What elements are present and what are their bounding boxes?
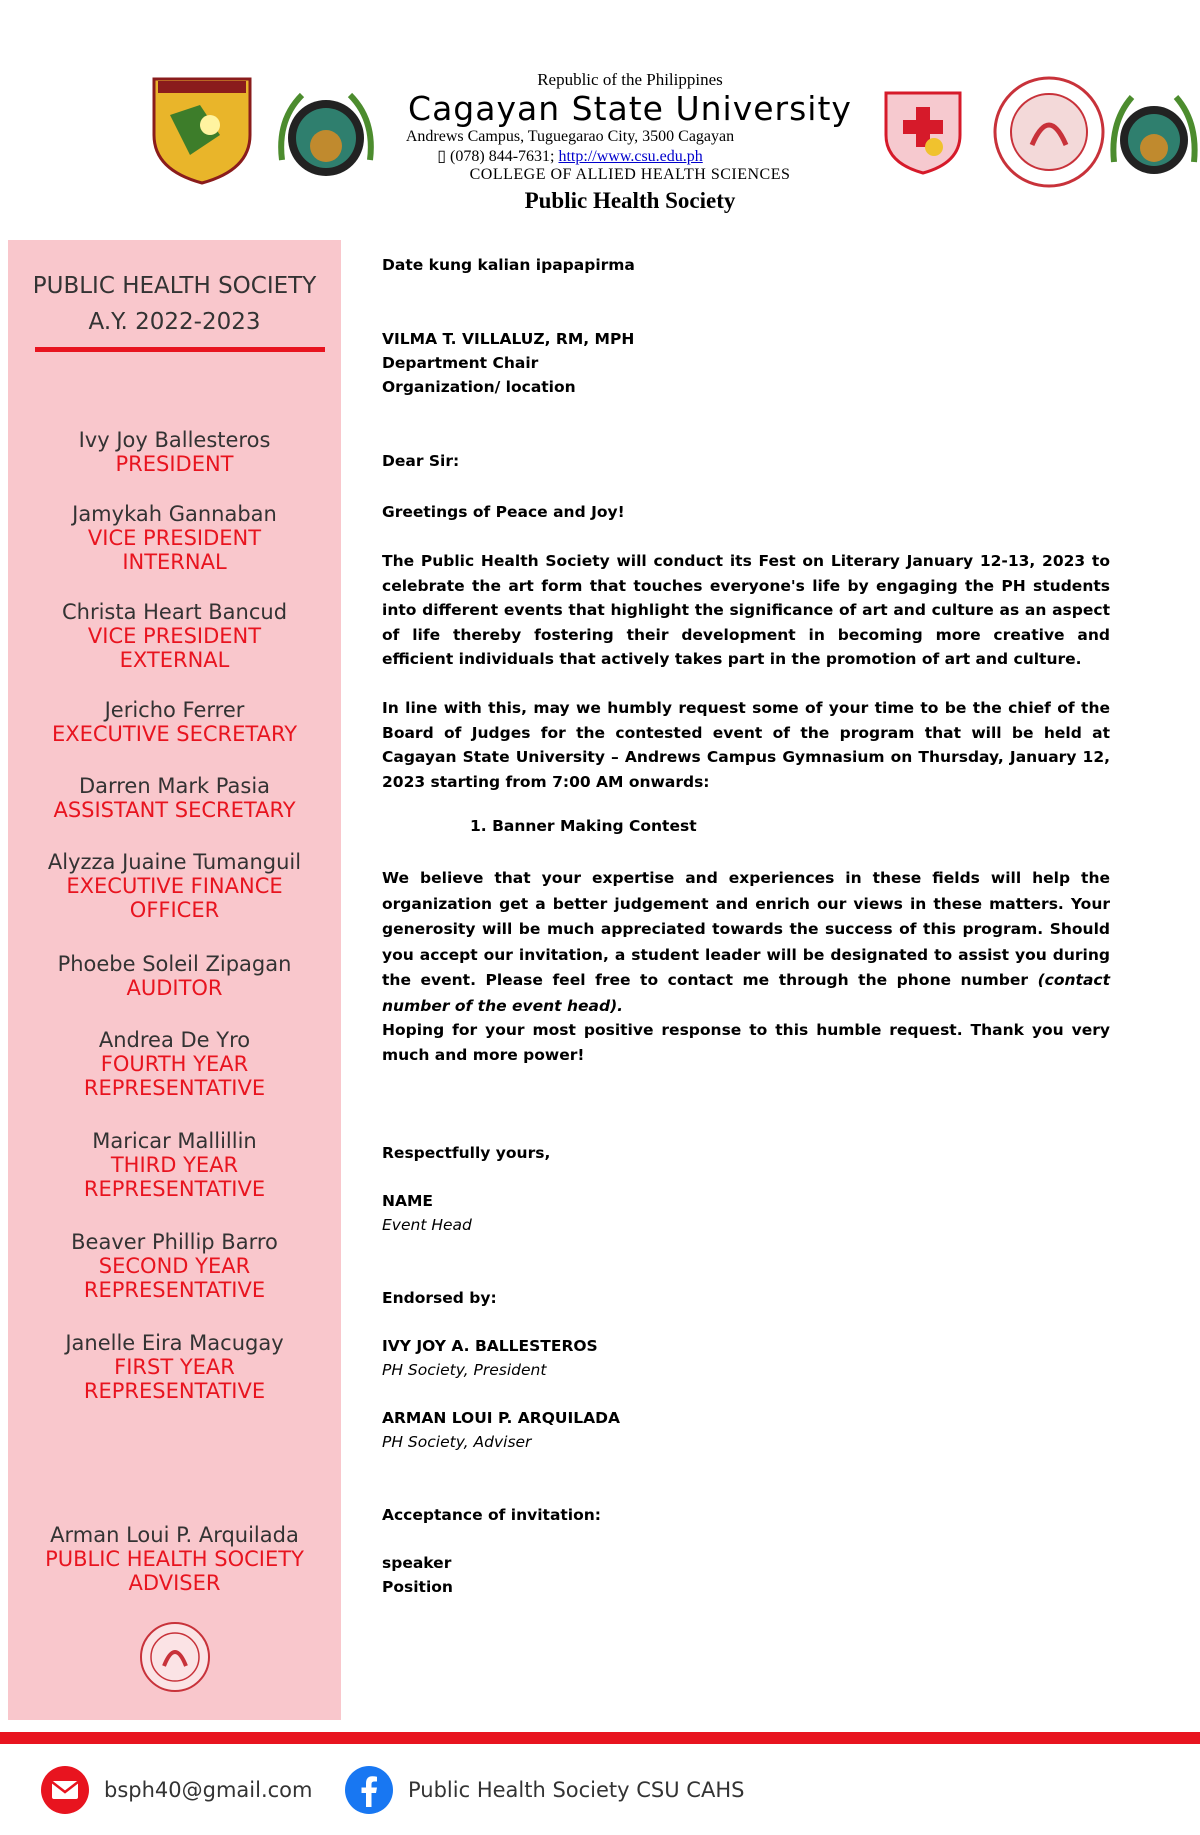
officer-name: Darren Mark Pasia xyxy=(78,774,271,798)
college-name: COLLEGE OF ALLIED HEALTH SCIENCES xyxy=(469,166,791,183)
officer-entry xyxy=(8,1331,341,1403)
recipient-org: Organization/ location xyxy=(382,378,576,396)
endorser-1-name: IVY JOY A. BALLESTEROS xyxy=(382,1337,598,1355)
officer-name: Janelle Eira Macugay xyxy=(65,1331,284,1355)
facebook-page-name[interactable]: Public Health Society CSU CAHS xyxy=(408,1778,745,1802)
officer-role: SECOND YEAR REPRESENTATIVE xyxy=(83,1254,266,1302)
cahs-logo-right xyxy=(1108,82,1200,190)
paragraph-4: Hoping for your most positive response to this humble request. Thank you very much and more power! xyxy=(382,1021,1110,1064)
officer-name: Jericho Ferrer xyxy=(104,698,245,722)
officer-entry xyxy=(8,1230,341,1302)
paragraph-3 xyxy=(382,866,1110,1019)
sidebar-title: PUBLIC HEALTH SOCIETY A.Y. 2022-2023 xyxy=(32,273,317,335)
officer-role: FIRST YEAR REPRESENTATIVE xyxy=(83,1355,266,1403)
paragraph-2: In line with this, may we humbly request some of your time to be the chief of the Board of Judges for the contested event of the program that will be held at Cagayan State University – Andrews Campus Gymnasium on Thursday, January 12, 2023 starting from 7:00 AM onwards: xyxy=(382,699,1110,791)
endorser-2-title: PH Society, Adviser xyxy=(382,1433,532,1451)
contact-line xyxy=(270,146,870,166)
officer-name: Alyzza Juaine Tumanguil xyxy=(47,850,302,874)
officer-role: AUDITOR xyxy=(126,976,223,1000)
officer-entry xyxy=(8,1129,341,1201)
paragraph-3-italic: (contact number of the event head). xyxy=(382,971,1110,1015)
officer-entry xyxy=(8,774,341,822)
acceptance-label: Acceptance of invitation: xyxy=(382,1506,602,1524)
campus-address: Andrews Campus, Tuguegarao City, 3500 Cagayan xyxy=(405,128,735,145)
phone-icon: ▯ xyxy=(437,148,447,165)
officer-entry xyxy=(8,952,341,1000)
university-name: Cagayan State University xyxy=(408,89,852,128)
ph-society-seal-logo xyxy=(992,75,1107,190)
footer-divider xyxy=(0,1732,1200,1744)
acceptance-position: Position xyxy=(382,1578,453,1596)
email-address[interactable]: bsph40@gmail.com xyxy=(104,1778,313,1802)
closing: Respectfully yours, xyxy=(382,1144,551,1162)
acceptance-name: speaker xyxy=(382,1554,452,1572)
sender-title: Event Head xyxy=(382,1216,472,1234)
officer-role: THIRD YEAR REPRESENTATIVE xyxy=(83,1153,266,1201)
footer-facebook xyxy=(344,1760,744,1820)
society-name: Public Health Society xyxy=(524,188,736,213)
endorsed-label: Endorsed by: xyxy=(382,1289,497,1307)
officer-name: Andrea De Yro xyxy=(98,1028,251,1052)
letterhead-text xyxy=(330,70,930,214)
recipient-title: Department Chair xyxy=(382,354,539,372)
greeting: Greetings of Peace and Joy! xyxy=(382,503,625,521)
sender-name: NAME xyxy=(382,1192,433,1210)
sidebar-divider xyxy=(35,347,325,352)
facebook-icon xyxy=(344,1765,394,1815)
officer-name: Phoebe Soleil Zipagan xyxy=(57,952,292,976)
salutation: Dear Sir: xyxy=(382,452,460,470)
phone-number: (078) 844-7631; xyxy=(446,148,559,165)
officer-name: Beaver Phillip Barro xyxy=(71,1230,278,1254)
officer-role: VICE PRESIDENT EXTERNAL xyxy=(87,624,262,672)
officer-role: EXECUTIVE SECRETARY xyxy=(51,722,298,746)
officer-role: PRESIDENT xyxy=(115,452,234,476)
footer-email xyxy=(40,1760,312,1820)
endorser-2-name: ARMAN LOUI P. ARQUILADA xyxy=(382,1409,620,1427)
csu-logo xyxy=(150,75,254,185)
adviser-name: Arman Loui P. Arquilada xyxy=(50,1523,299,1547)
paragraph-3-text: We believe that your expertise and experiences in these fields will help the organization get a better judgement and enrich our views in these matters. Your generosity will be much appreciated towards the success of this program. Should you accept our invitation, a student leader will be designated to assist you during the event. Please feel free to contact me through the phone number xyxy=(382,869,1110,989)
adviser-entry xyxy=(8,1523,341,1595)
adviser-role: PUBLIC HEALTH SOCIETY ADVISER xyxy=(45,1547,304,1595)
officer-name: Ivy Joy Ballesteros xyxy=(78,428,271,452)
officer-role: EXECUTIVE FINANCE OFFICER xyxy=(66,874,283,922)
officer-role: FOURTH YEAR REPRESENTATIVE xyxy=(83,1052,266,1100)
event-list-item: 1. Banner Making Contest xyxy=(470,817,697,835)
officer-entry xyxy=(8,428,341,476)
officer-entry xyxy=(8,502,341,574)
recipient-name: VILMA T. VILLALUZ, RM, MPH xyxy=(382,330,635,348)
officer-name: Jamykah Gannaban xyxy=(72,502,277,526)
email-icon xyxy=(40,1765,90,1815)
ph-society-seal-icon xyxy=(138,1620,212,1694)
paragraph-1: The Public Health Society will conduct its Fest on Literary January 12-13, 2023 to celebrate the art form that touches everyone's life by engaging the PH students into different events that highlight the significance of art and culture as an aspect of life thereby fostering their development in becoming more creative and efficient individuals that actively takes part in the promotion of art and culture. xyxy=(382,552,1110,668)
officer-entry xyxy=(8,698,341,746)
officer-entry xyxy=(8,1028,341,1100)
officer-role: VICE PRESIDENT INTERNAL xyxy=(87,526,262,574)
letter-date: Date kung kalian ipapapirma xyxy=(382,256,635,274)
letterhead xyxy=(0,0,1200,240)
officer-entry xyxy=(8,850,341,922)
officer-role: ASSISTANT SECRETARY xyxy=(53,798,296,822)
website-link[interactable]: http://www.csu.edu.ph xyxy=(558,148,703,165)
republic-line: Republic of the Philippines xyxy=(537,70,723,89)
officer-name: Maricar Mallillin xyxy=(92,1129,257,1153)
endorser-1-title: PH Society, President xyxy=(382,1361,547,1379)
officer-entry xyxy=(8,600,341,672)
officer-name: Christa Heart Bancud xyxy=(61,600,288,624)
officers-sidebar xyxy=(8,240,341,1720)
